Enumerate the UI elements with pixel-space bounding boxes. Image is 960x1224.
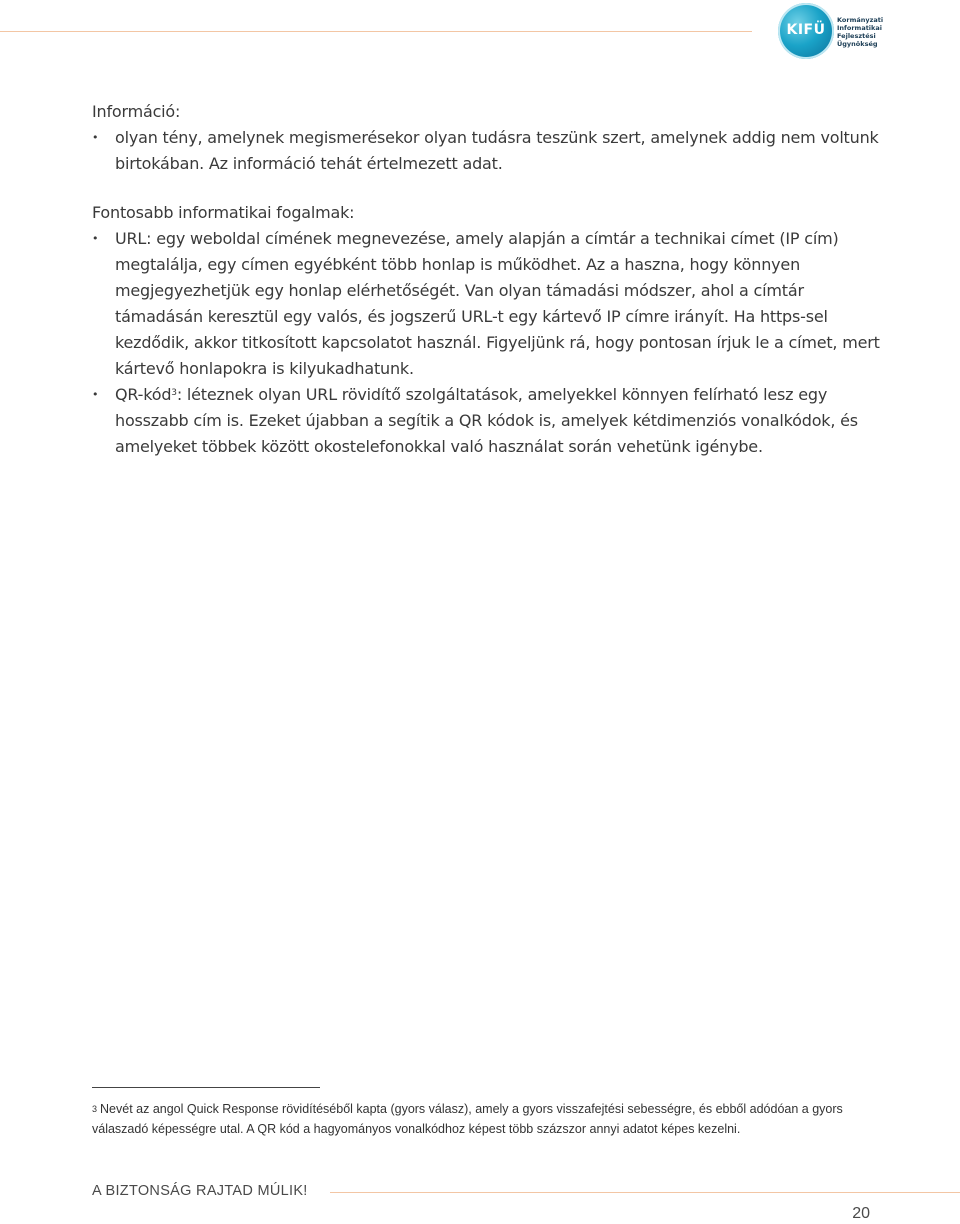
section-heading: Fontosabb informatikai fogalmak: [92, 203, 355, 222]
header-rule [0, 31, 752, 32]
kifu-logo [778, 3, 948, 61]
footnote [92, 1099, 882, 1139]
logo-wordmark [837, 16, 883, 48]
list-item [92, 382, 882, 460]
section-heading: Információ: [92, 102, 181, 121]
page-content [92, 99, 882, 460]
footnote-number: 3 [92, 1104, 98, 1114]
term-qr-code: QR-kód [115, 385, 172, 404]
section-concepts [92, 200, 882, 460]
bullet-list [92, 125, 882, 177]
list-item-text: : léteznek olyan URL rövidítő szolgáltatások, amelyekkel könnyen felírható lesz egy hosszabb cím is. Ezeket újabban a segítik a QR kódok is, amelyek kétdimenziós vonalkódok, és amelyeket többek között okostelefonokkal való használat során vehetünk igénybe. [115, 385, 858, 456]
bullet-list [92, 226, 882, 460]
logo-line: Kormányzati [837, 16, 884, 24]
logo-mark-text: KIFÜ [786, 22, 826, 38]
footer-title: A BIZTONSÁG RAJTAD MÚLIK! [92, 1183, 308, 1199]
logo-mark [778, 3, 834, 59]
section-information [92, 99, 882, 177]
footnote-rule [92, 1087, 320, 1088]
logo-line: Ügynökség [837, 40, 878, 48]
footnote-ref: 3 [171, 388, 177, 398]
list-item: • URL: egy weboldal címének megnevezése, amely alapján a címtár a technikai címet (IP cím) megtalálja, egy címen egyébként több honlap is működhet. Az a haszna, hogy könnyen megjegyezhetjük egy honlap elérhetőségét. Van olyan támadási módszer, ahol a címtár támadásán keresztül egy valós, és jogszerű URL-t egy kártevő IP címre irányít. Ha https-sel kezdődik, akkor titkosított kapcsolatot használ. Figyeljünk rá, hogy pontosan írjuk le a címet, mert kártevő honlapokra is kilyukadhatunk. [92, 226, 882, 382]
footnote-text: Nevét az angol Quick Response rövidítéséből kapta (gyors válasz), amely a gyors visszafejtési sebességre, és ebből adódóan a gyors válaszadó képességre utal. A QR kód a hagyományos vonalkódhoz képest több százszor annyi adatot képes kezelni. [92, 1102, 843, 1136]
logo-line: Fejlesztési [837, 32, 876, 40]
footer-rule [330, 1192, 960, 1193]
list-item: • olyan tény, amelynek megismerésekor olyan tudásra teszünk szert, amelynek addig nem voltunk birtokában. Az információ tehát értelmezett adat. [92, 125, 882, 177]
page-number: 20 [852, 1205, 870, 1222]
logo-line: Informatikai [837, 24, 882, 32]
